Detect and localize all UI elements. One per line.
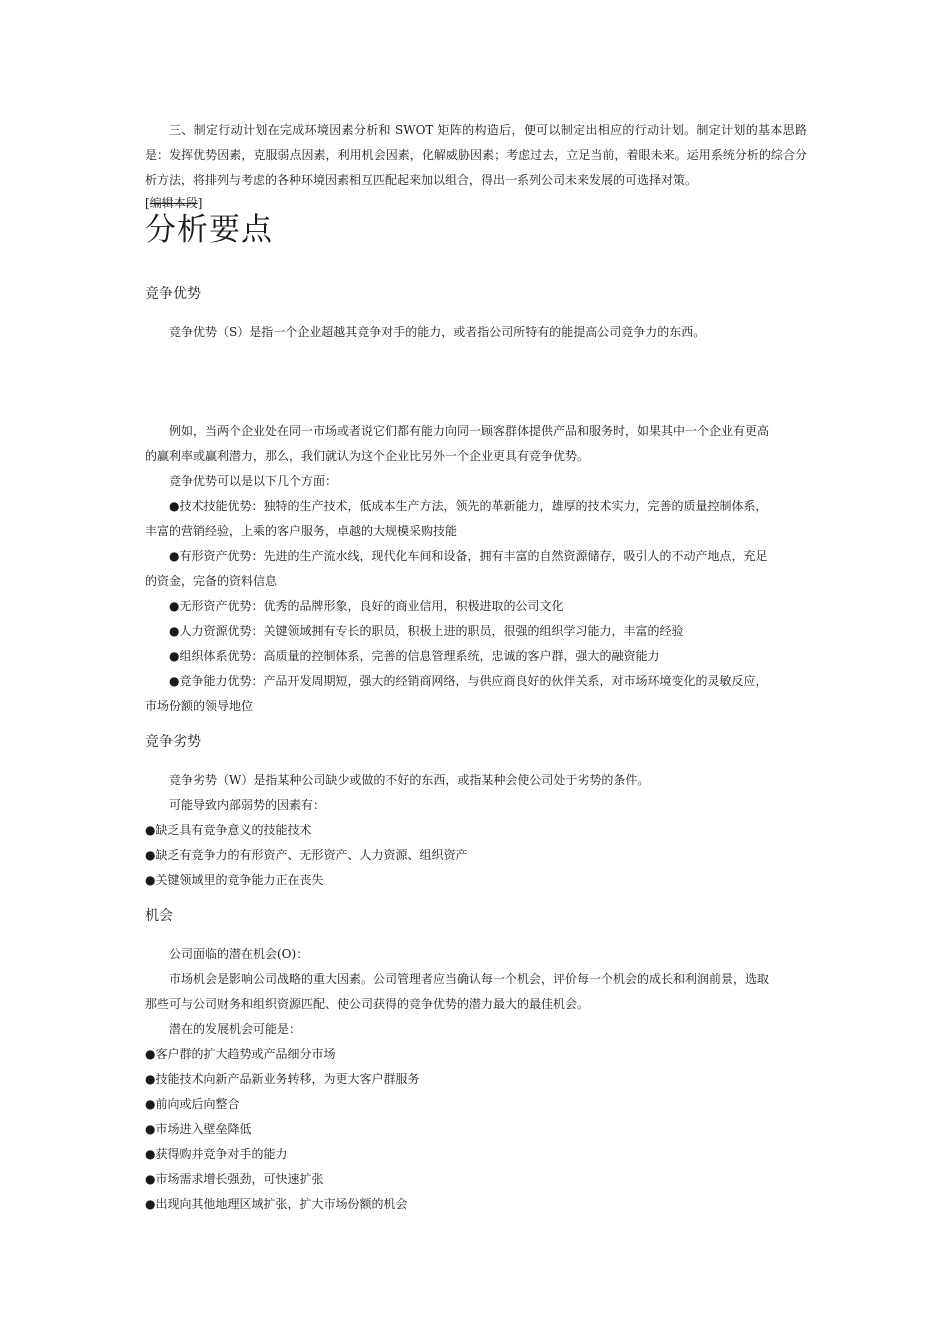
opportunities-block [145, 942, 807, 1217]
strengths-heading: 竞争优势 [145, 286, 201, 302]
weaknesses-bullet-3: ●关键领域里的竞争能力正在丧失 [145, 873, 324, 887]
strengths-bullet-competitive-2: 市场份额的领导地位 [145, 699, 254, 713]
opportunities-bullet-4: ●市场进入壁垒降低 [145, 1122, 252, 1136]
strengths-example-line-2: 的赢利率或赢利潜力，那么，我们就认为这个企业比另外一个企业更具有竞争优势。 [145, 449, 590, 463]
strengths-bullet-hr: ●人力资源优势：关键领域拥有专长的职员，积极上进的职员，很强的组织学习能力，丰富的经验 [169, 624, 684, 638]
strengths-bullet-tech-1: ●技术技能优势：独特的生产技术，低成本生产方法，领先的革新能力，雄厚的技术实力，完善的质量控制体系， [169, 499, 768, 513]
strengths-definition: 竞争优势（S）是指一个企业超越其竞争对手的能力，或者指公司所特有的能提高公司竞争力的东西。 [169, 325, 706, 339]
strengths-definition-block [145, 320, 807, 345]
opportunities-label: 公司面临的潜在机会(O)： [169, 947, 309, 961]
strengths-example-line-1: 例如，当两个企业处在同一市场或者说它们都有能力向同一顾客群体提供产品和服务时，如果其中一个企业有更高 [169, 424, 770, 438]
weaknesses-intro: 可能导致内部弱势的因素有： [169, 798, 326, 812]
strengths-bullet-tangible-2: 的资金，完备的资料信息 [145, 574, 278, 588]
weaknesses-bullet-2: ●缺乏有竞争力的有形资产、无形资产、人力资源、组织资产 [145, 848, 468, 862]
weaknesses-definition: 竞争劣势（W）是指某种公司缺少或做的不好的东西，或指某种会使公司处于劣势的条件。 [169, 773, 650, 787]
opportunities-bullet-7: ●出现向其他地理区域扩张，扩大市场份额的机会 [145, 1197, 408, 1211]
edit-link-close-bracket: ] [197, 196, 203, 210]
opportunities-paragraph-line-2: 那些可与公司财务和组织资源匹配、使公司获得的竞争优势的潜力最大的最佳机会。 [145, 997, 590, 1011]
opportunities-bullet-2: ●技能技术向新产品新业务转移，为更大客户群服务 [145, 1072, 420, 1086]
edit-link-open-bracket: [ [145, 196, 150, 210]
opportunities-bullet-6: ●市场需求增长强劲，可快速扩张 [145, 1172, 324, 1186]
strengths-bullet-intangible: ●无形资产优势：优秀的品牌形象，良好的商业信用，积极进取的公司文化 [169, 599, 564, 613]
weaknesses-block [145, 768, 807, 893]
intro-paragraph: 三、制定行动计划在完成环境因素分析和 SWOT 矩阵的构造后，便可以制定出相应的行动计划。制定计划的基本思路是：发挥优势因素，克服弱点因素，利用机会因素，化解威胁因素；考虑过去，立足当前，着眼未来。运用系统分析的综合分析方法，将排列与考虑的各种环境因素相互匹配起来加以组合，得出一系列公司未来发展的可选择对策。 [145, 123, 807, 187]
weaknesses-heading: 竞争劣势 [145, 734, 201, 750]
edit-link-text[interactable]: 编辑本段 [149, 196, 198, 210]
opportunities-intro: 潜在的发展机会可能是： [169, 1022, 302, 1036]
strengths-bullet-tech-2: 丰富的营销经验，上乘的客户服务，卓越的大规模采购技能 [145, 524, 458, 538]
section-title: 分析要点 [145, 212, 273, 248]
strengths-bullet-competitive-1: ●竞争能力优势：产品开发周期短，强大的经销商网络，与供应商良好的伙伴关系，对市场环境变化的灵敏反应， [169, 674, 768, 688]
strengths-details-block [145, 419, 807, 719]
opportunities-heading: 机会 [145, 908, 173, 924]
opportunities-bullet-5: ●获得购并竞争对手的能力 [145, 1147, 288, 1161]
opportunities-bullet-1: ●客户群的扩大趋势或产品细分市场 [145, 1047, 336, 1061]
strengths-intro: 竞争优势可以是以下几个方面： [169, 474, 338, 488]
weaknesses-bullet-1: ●缺乏具有竞争意义的技能技术 [145, 823, 312, 837]
opportunities-bullet-3: ●前向或后向整合 [145, 1097, 240, 1111]
strengths-bullet-tangible-1: ●有形资产优势：先进的生产流水线，现代化车间和设备，拥有丰富的自然资源储存，吸引人的不动产地点，充足 [169, 549, 768, 563]
strengths-bullet-org: ●组织体系优势：高质量的控制体系，完善的信息管理系统，忠诚的客户群，强大的融资能力 [169, 649, 660, 663]
opportunities-paragraph-line-1: 市场机会是影响公司战略的重大因素。公司管理者应当确认每一个机会，评价每一个机会的成长和利润前景，选取 [169, 972, 770, 986]
